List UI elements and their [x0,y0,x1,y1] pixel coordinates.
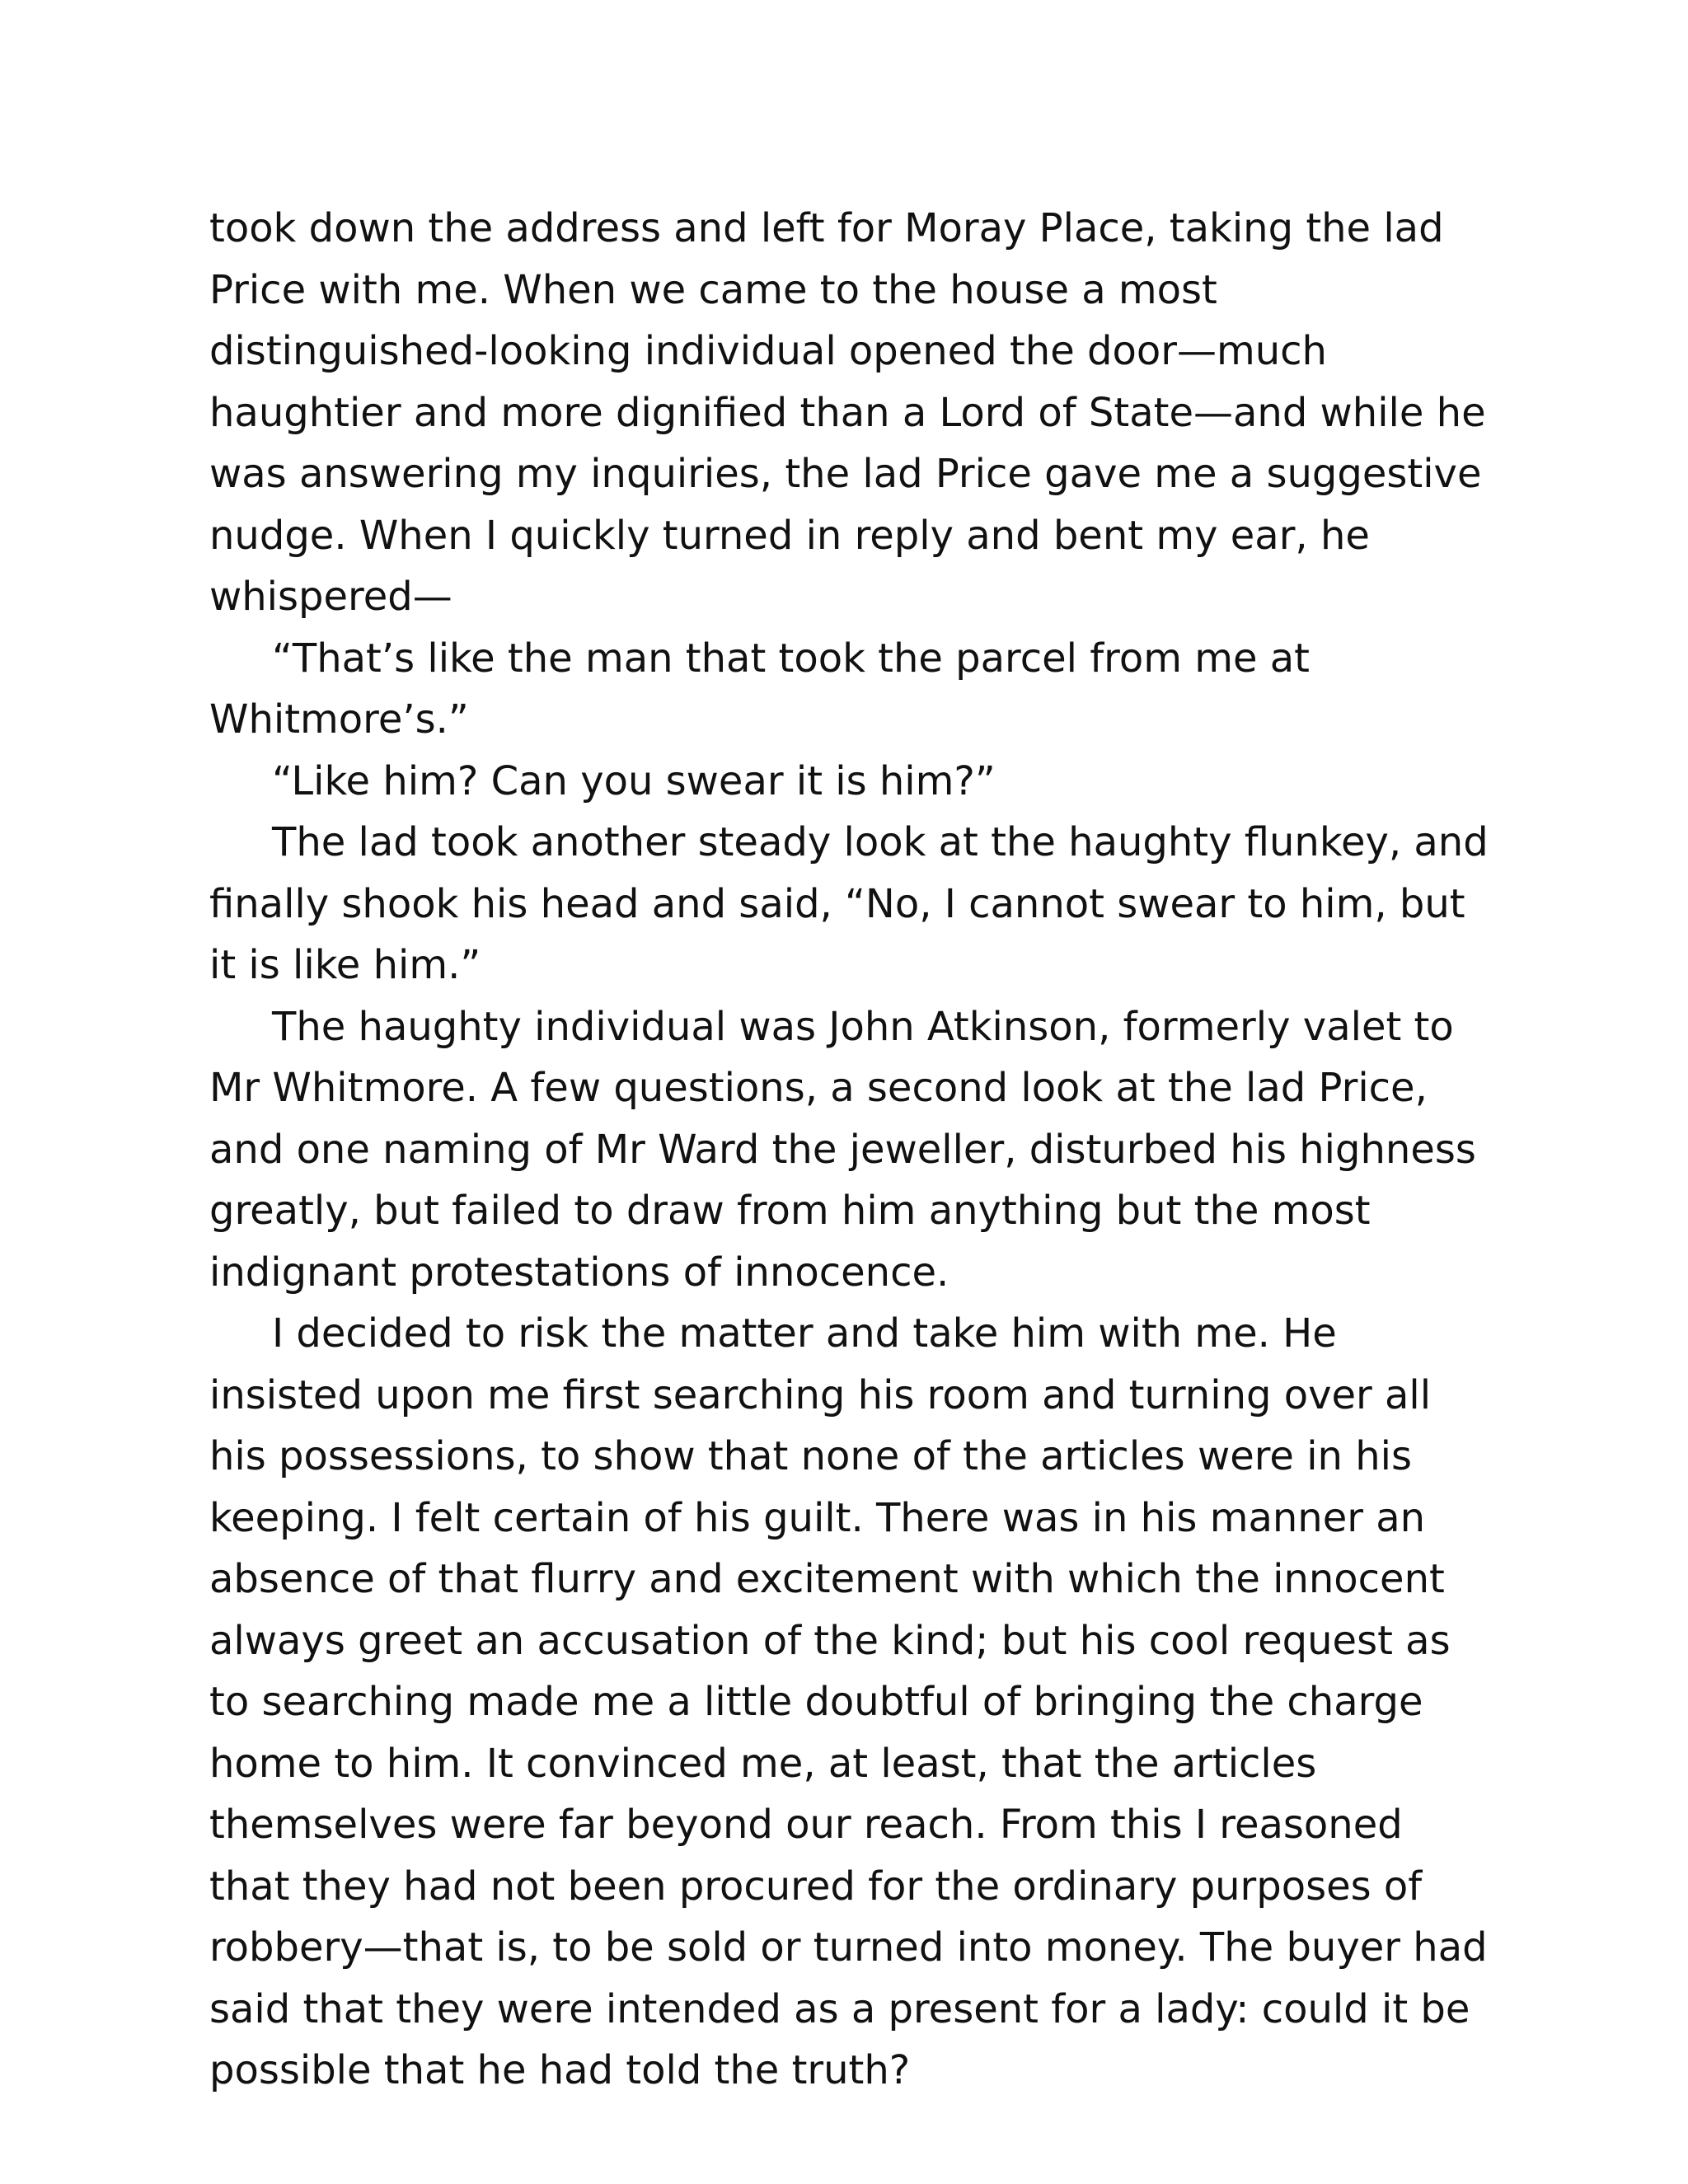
paragraph-2: “That’s like the man that took the parcel from me at Whitmore’s.” [209,635,1310,743]
paragraph-6: I decided to risk the matter and take him with me. He insisted upon me first searching his room and turning over all his possessions, to show that none of the articles were in his keeping. I felt certain of his guilt. There was in his manner an absence of that flurry and excitement with which the innocent always greet an accusation of the kind; but his cool request as to searching made me a little doubtful of bringing the charge home to him. It convinced me, at least, that the articles themselves were far beyond our reach. From this I reasoned that they had not been procured for the ordinary purposes of robbery—that is, to be sold or turned into money. The buyer had said that they were intended as a present for a lady: could it be possible that he had told the truth? [209,1310,1488,2093]
paragraph-3: “Like him? Can you swear it is him?” [272,757,996,804]
paragraph-4: The lad took another steady look at the haughty flunkey, and finally shook his head and said, “No, I cannot swear to him, but it is like him.” [209,819,1489,988]
paragraph-5: The haughty individual was John Atkinson, formerly valet to Mr Whitmore. A few questions, a second look at the lad Price, and one naming of Mr Ward the jeweller, disturbed his highness greatly, but failed to draw from him anything but the most indignant protestations of innocence. [209,1003,1476,1296]
paragraph-1: took down the address and left for Moray Place, taking the lad Price with me. When we came to the house a most distinguished-looking individual opened the door—much haughtier and more dignified than a Lord of State—and while he was answering my inquiries, the lad Price gave me a suggestive nudge. When I quickly turned in reply and bent my ear, he whispered— [209,205,1486,620]
body-text [209,198,1495,2102]
